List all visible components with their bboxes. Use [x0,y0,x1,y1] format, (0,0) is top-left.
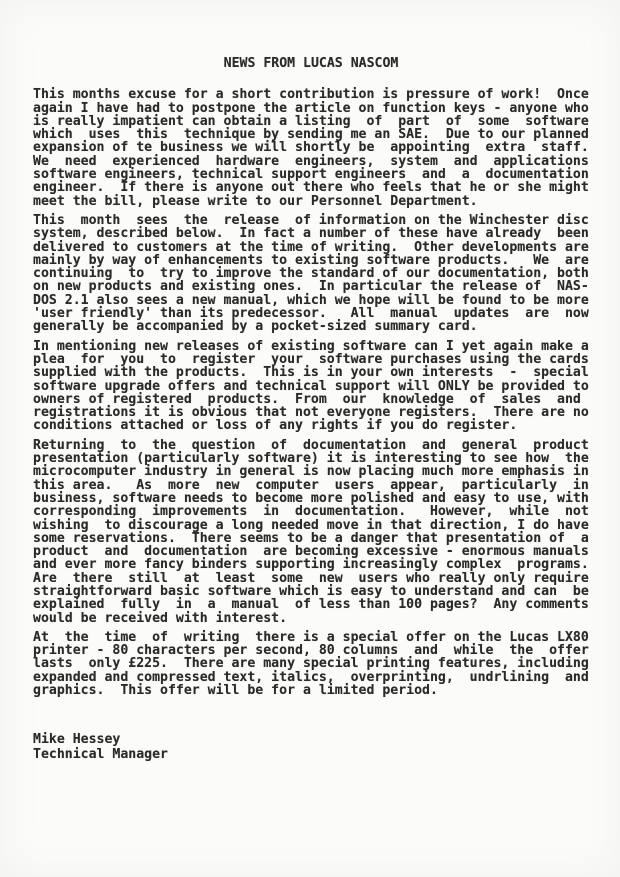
signature-name: Mike Hessey [33,732,121,748]
text-line: registrations it is obvious that not everyone registers. There are no [33,405,589,421]
text-line: wishing to discourage a long needed move in that direction, I do have [33,517,589,533]
text-line: explained fully in a manual of less than 100 pages? Any comments [33,597,589,613]
text-line: presentation (particularly software) it is interesting to see how the [33,451,589,467]
text-line: this area. As more new computer users appear, particularly in [33,477,589,493]
text-line: delivered to customers at the time of writing. Other developments are [33,239,589,255]
text-line: This months excuse for a short contribution is pressure of work! Once [33,87,589,103]
text-line: continuing to try to improve the standard of our documentation, both [33,266,589,282]
text-line: business, software needs to become more polished and easy to use, with [33,490,589,506]
text-line: We need experienced hardware engineers, system and applications [33,153,589,169]
paragraph [33,340,589,433]
text-line: graphics. This offer will be for a limited period. [33,683,438,699]
text-line: 'user friendly' than its predecessor. All manual updates are now [33,306,589,322]
text-line: engineer. If there is anyone out there who feels that he or she might [33,180,589,196]
text-line: and ever more fancy binders supporting increasingly complex programs. [33,557,589,573]
text-line: This month sees the release of information on the Winchester disc [33,212,589,228]
text-line: supplied with the products. This is in your own interests - special [33,365,589,381]
text-line: which uses this technique by sending me an SAE. Due to our planned [33,127,589,143]
page-title: NEWS FROM LUCAS NASCOM [223,56,399,71]
text-line: Are there still at least some new users who really only require [33,570,589,586]
text-line: generally be accompanied by a pocket-sized summary card. [33,319,478,335]
signature-block [33,733,589,763]
text-line: product and documentation are becoming excessive - enormous manuals [33,544,589,560]
text-line: meet the bill, please write to our Personnel Department. [33,193,478,209]
text-line: is really impatient can obtain a listing of part of some software [33,113,589,129]
text-line: conditions attached or loss of any rights if you do register. [33,418,518,434]
text-line: software engineers, technical support engineers and a documentation [33,167,589,183]
text-line: Returning to the question of documentation and general product [33,437,589,453]
signature-role: Technical Manager [33,747,168,763]
text-line: again I have had to postpone the article on function keys - anyone who [33,100,589,116]
text-line: owners of registered products. From our knowledge of sales and [33,391,581,407]
text-line: In mentioning new releases of existing software can I yet again make a [33,338,589,354]
text-line: would be received with interest. [33,610,288,626]
text-line: DOS 2.1 also sees a new manual, which we hope will be found to be more [33,292,589,308]
text-line: expanded and compressed text, italics, overprinting, undrlining and [33,669,589,685]
paragraph [33,439,589,625]
text-line: straightforward basic software which is easy to understand and can be [33,583,589,599]
text-line: corresponding improvements in documentation. However, while not [33,504,589,520]
body-paragraphs [33,88,589,697]
text-line: expansion of te business we will shortly be appointing extra staff. [33,140,589,156]
text-line: lasts only £225. There are many special printing features, including [33,656,589,672]
paragraph [33,214,589,334]
paragraph [33,631,589,697]
text-line: on new products and existing ones. In particular the release of NAS- [33,279,589,295]
text-line: some reservations. There seems to be a danger that presentation of a [33,530,589,546]
text-line: At the time of writing there is a special offer on the Lucas LX80 [33,629,589,645]
text-line: system, described below. In fact a number of these have already been [33,226,589,242]
paragraph [33,88,589,208]
text-line: printer - 80 characters per second, 80 columns and while the offer [33,643,589,659]
text-line: plea for you to register your software purchases using the cards [33,351,589,367]
page-content [33,57,589,763]
text-line: software upgrade offers and technical support will ONLY be provided to [33,378,589,394]
text-line: mainly by way of enhancements to existing software products. We are [33,252,589,268]
text-line: microcomputer industry in general is now placing much more emphasis in [33,464,589,480]
